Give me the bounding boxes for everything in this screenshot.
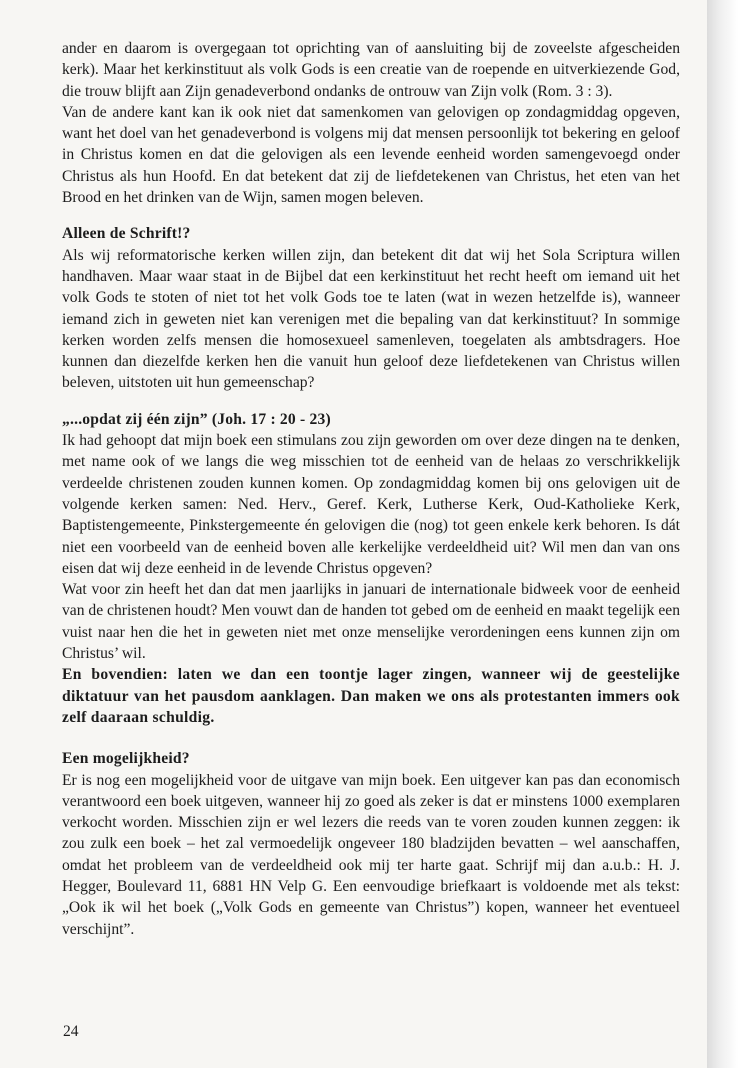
paragraph-bidweek: Wat voor zin heeft het dan dat men jaarlijks in januari de internationale bidweek voor de eenheid van de christenen houdt? Men vouwt dan de handen tot gebed om de eenheid en maakt tegelijk een vuist naar hen die het in geweten niet met onze menselijke verordeningen eens kunnen zijn om Christus’ wil. xyxy=(62,581,680,663)
heading-alleen-de-schrift: Alleen de Schrift!? xyxy=(62,225,191,243)
paragraph-stimulans: Ik had gehoopt dat mijn boek een stimulans zou zijn geworden om over deze dingen na te denken, met name ook of we langs die weg misschien tot de eenheid van de helaas zo verschrikkelijk verdeelde christenen zouden kunnen komen. Op zondagmiddag komen bij ons gelovigen uit de volgende kerken samen: Ned. Herv., Geref. Kerk, Lutherse Kerk, Oud-Katholieke Kerk, Baptistengemeente, Pinkstergemeente én gelovigen die (nog) tot geen enkele kerk behoren. Is dát niet een voorbeeld van de eenheid boven alle kerkelijke verdeeldheid uit? Wil men dan van ons eisen dat wij deze eenheid in de levende Christus opgeven? xyxy=(62,432,680,577)
heading-een-mogelijkheid: Een mogelijkheid? xyxy=(62,750,190,768)
paragraph-bold-pausdom: En bovendien: laten we dan een toontje lager zingen, wanneer wij de geestelijke diktatuur van het pausdom aanklagen. Dan maken we ons als protestanten immers ook zelf daaraan schuldig. xyxy=(62,666,680,726)
paragraph-sola-scriptura: Als wij reformatorische kerken willen zijn, dan betekent dit dat wij het Sola Scriptura willen handhaven. Maar waar staat in de Bijbel dat een kerkinstituut het recht heeft om iemand uit het volk Gods te stoten of niet tot het volk Gods toe te laten (wat in wezen hetzelfde is), wanneer iemand zich in geweten niet kan verenigen met die bepaling van dat kerkinstituut? In sommige kerken worden zelfs mensen die homosexueel samenleven, toegelaten als ambtsdragers. Hoe kunnen dan diezelfde kerken hen die vanuit hun geloof deze liefdetekenen van Christus willen beleven, uitstoten uit hun gemeenschap? xyxy=(62,246,680,392)
page-number: 24 xyxy=(63,1023,79,1040)
heading-opdat-zij-een-zijn: „...opdat zij één zijn” (Joh. 17 : 20 - 23) xyxy=(62,410,331,428)
page-content xyxy=(62,38,680,940)
paragraph-zondagmiddag: Van de andere kant kan ik ook niet dat samenkomen van gelovigen op zondagmiddag opgeven, want het doel van het genadeverbond is volgens mij dat mensen persoonlijk tot bekering en geloof in Christus komen en dat die gelovigen als een levende eenheid worden samengevoegd onder Christus als hun Hoofd. En dat betekent dat zij de liefdetekenen van Christus, het eten van het Brood en het drinken van de Wijn, samen mogen beleven. xyxy=(62,103,680,207)
paragraph-continuation: ander en daarom is overgegaan tot oprichting van of aansluiting bij de zoveelste afgescheiden kerk). Maar het kerkinstituut als volk Gods is een creatie van de roepende en uitverkiezende God, die trouw blijft aan Zijn genadeverbond ondanks de ontrouw van Zijn volk (Rom. 3 : 3). xyxy=(62,40,680,100)
paragraph-mogelijkheid: Er is nog een mogelijkheid voor de uitgave van mijn boek. Een uitgever kan pas dan economisch verantwoord een boek uitgeven, wanneer hij zo goed als zeker is dat er minstens 1000 exemplaren verkocht worden. Misschien zijn er wel lezers die reeds van te voren zouden kunnen zeggen: ik zou zulk een boek – het zal vermoedelijk ongeveer 180 bladzijden bevatten – wel aanschaffen, omdat het probleem van de verdeeldheid ook mij ter harte gaat. Schrijf mij dan a.u.b.: H. J. Hegger, Boulevard 11, 6881 HN Velp G. Een eenvoudige briefkaart is voldoende met als tekst: „Ook ik wil het boek („Volk Gods en gemeente van Christus”) kopen, wanneer het eventueel verschijnt”. xyxy=(62,771,680,938)
page-edge xyxy=(707,0,738,1068)
